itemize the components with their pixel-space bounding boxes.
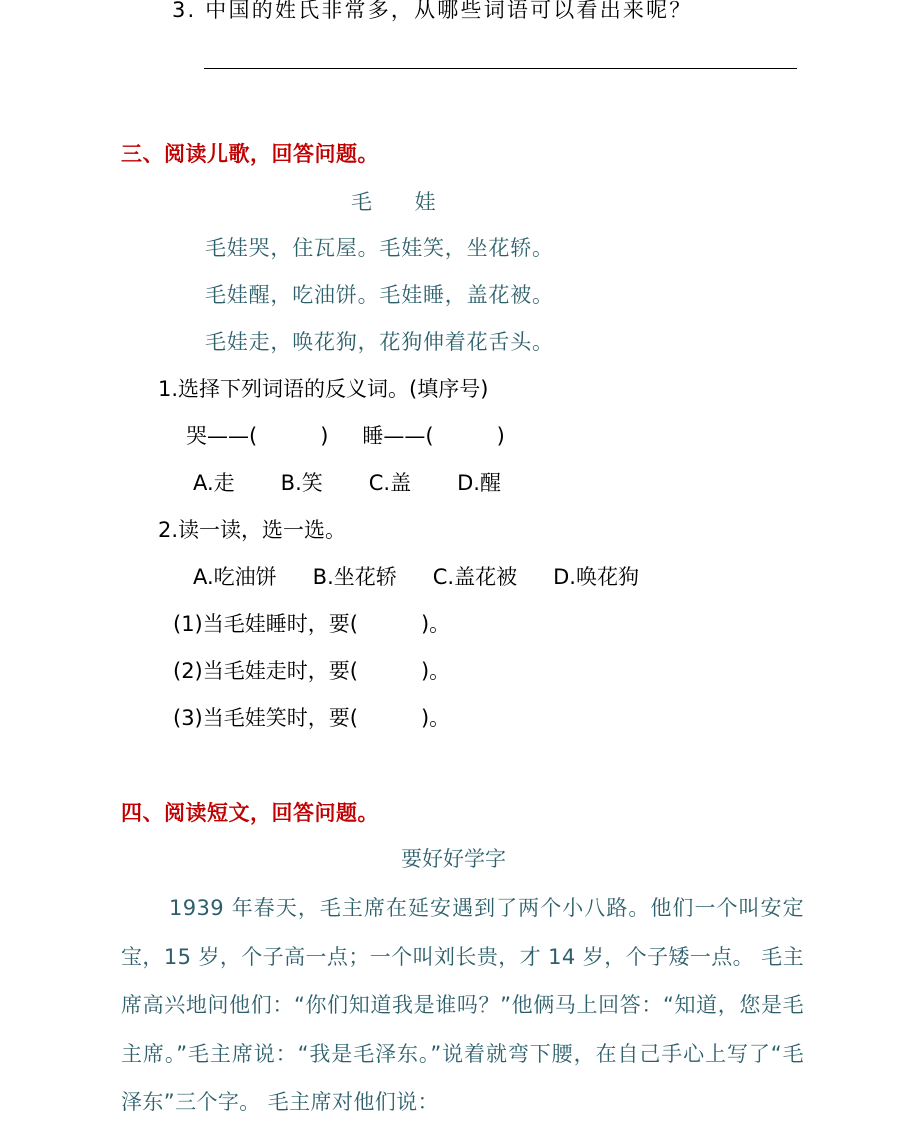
question-1-options [193, 467, 547, 497]
poem-line-1: 毛娃哭，住瓦屋。毛娃笑，坐花轿。 [205, 236, 554, 260]
option-b: B.笑 [280, 471, 323, 495]
antonym-pairs [186, 420, 505, 450]
question-2-prompt: 2.读一读，选一选。 [158, 518, 347, 542]
antonym-pair-sleep[interactable]: 睡——( ) [362, 424, 505, 448]
question-1-prompt: 1.选择下列词语的反义词。(填序号) [158, 377, 489, 401]
story-title: 要好好学字 [401, 847, 506, 871]
option-a: A.走 [193, 471, 235, 495]
option-c: C.盖花被 [432, 565, 518, 589]
sub-question-3[interactable]: (3)当毛娃笑时，要( )。 [173, 706, 451, 730]
sub-question-2[interactable]: (2)当毛娃走时，要( )。 [173, 659, 451, 683]
poem-line-3: 毛娃走，唤花狗，花狗伸着花舌头。 [205, 330, 554, 354]
story-paragraph: 1939 年春天，毛主席在延安遇到了两个小八路。他们一个叫安定宝，15 岁，个子高一点；一个叫刘长贵，才 14 岁，个子矮一点。 毛主席高兴地问他们：“你们知道我是谁吗？”他俩马上回答：“知道，您是毛主席。”毛主席说：“我是毛泽东。”说着就弯下腰，在自己手心上写了“毛泽东”三个字。 毛主席对他们说： [121, 896, 804, 1114]
option-a: A.吃油饼 [193, 565, 277, 589]
option-d: D.唤花狗 [553, 565, 639, 589]
option-c: C.盖 [368, 471, 412, 495]
option-d: D.醒 [457, 471, 501, 495]
section-3-title: 三、阅读儿歌，回答问题。 [121, 142, 379, 166]
poem-line-2: 毛娃醒，吃油饼。毛娃睡，盖花被。 [205, 283, 554, 307]
answer-line[interactable] [204, 68, 797, 69]
poem-title: 毛 娃 [351, 190, 454, 214]
antonym-pair-cry[interactable]: 哭——( ) [186, 424, 329, 448]
option-b: B.坐花轿 [312, 565, 397, 589]
section-4-title: 四、阅读短文，回答问题。 [121, 801, 379, 825]
question-2-options [193, 561, 675, 591]
sub-question-1[interactable]: (1)当毛娃睡时，要( )。 [173, 612, 451, 636]
question-3-text: 3. 中国的姓氏非常多，从哪些词语可以看出来呢？ [172, 0, 693, 22]
